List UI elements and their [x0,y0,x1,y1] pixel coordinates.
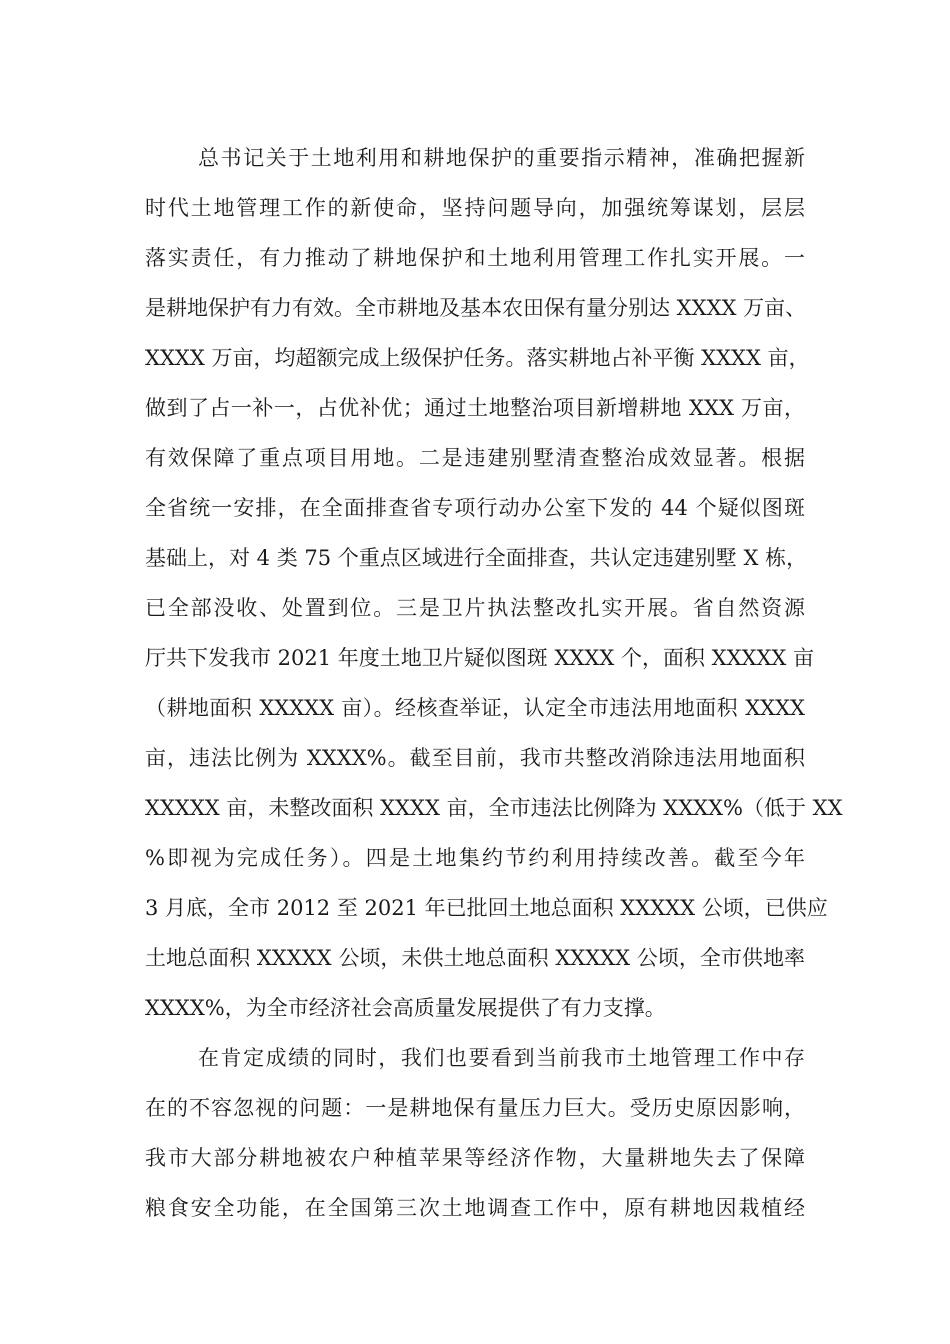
paragraph-line: 3 月底，全市 2012 至 2021 年已批回土地总面积 XXXXX 公顷，已供应 [145,896,828,920]
paragraph-line: 土地总面积 XXXXX 公顷，未供土地总面积 XXXXX 公顷，全市供地率 [145,946,805,970]
paragraph-line: XXXX 万亩，均超额完成上级保护任务。落实耕地占补平衡 XXXX 亩， [145,346,810,370]
paragraph-line: 总书记关于土地利用和耕地保护的重要指示精神，准确把握新 [198,146,805,170]
paragraph-line: 全省统一安排，在全面排查省专项行动办公室下发的 44 个疑似图斑 [145,496,805,520]
paragraph-line: 基础上，对 4 类 75 个重点区域进行全面排查，共认定违建别墅 X 栋， [145,546,808,570]
paragraph-line: 在肯定成绩的同时，我们也要看到当前我市土地管理工作中存 [198,1046,805,1070]
paragraph-line: XXXX%，为全市经济社会高质量发展提供了有力支撑。 [145,996,666,1020]
paragraph-line: 我市大部分耕地被农户种植苹果等经济作物，大量耕地失去了保障 [145,1146,805,1170]
paragraph-line: %即视为完成任务）。四是土地集约节约利用持续改善。截至今年 [145,846,805,870]
paragraph-line: （耕地面积 XXXXX 亩）。经核查举证，认定全市违法用地面积 XXXX [145,696,805,720]
document-body [145,133,843,1233]
paragraph-line: 厅共下发我市 2021 年度土地卫片疑似图斑 XXXX 个，面积 XXXXX 亩 [145,646,815,670]
paragraph-line: 亩，违法比例为 XXXX%。截至目前，我市共整改消除违法用地面积 [145,746,805,770]
paragraph-line: 落实责任，有力推动了耕地保护和土地利用管理工作扎实开展。一 [145,246,805,270]
paragraph-line: 已全部没收、处置到位。三是卫片执法整改扎实开展。省自然资源 [145,596,805,620]
paragraph-line: 做到了占一补一，占优补优；通过土地整治项目新增耕地 XXX 万亩， [145,396,805,420]
paragraph-line: XXXXX 亩，未整改面积 XXXX 亩，全市违法比例降为 XXXX%（低于 XX [145,796,843,820]
paragraph-line: 有效保障了重点项目用地。二是违建别墅清查整治成效显著。根据 [145,446,805,470]
paragraph-line: 在的不容忽视的问题：一是耕地保有量压力巨大。受历史原因影响， [145,1096,805,1120]
paragraph-line: 粮食安全功能，在全国第三次土地调查工作中，原有耕地因栽植经 [145,1196,805,1220]
paragraph-line: 时代土地管理工作的新使命，坚持问题导向，加强统筹谋划，层层 [145,196,805,220]
paragraph-line: 是耕地保护有力有效。全市耕地及基本农田保有量分别达 XXXX 万亩、 [145,296,807,320]
